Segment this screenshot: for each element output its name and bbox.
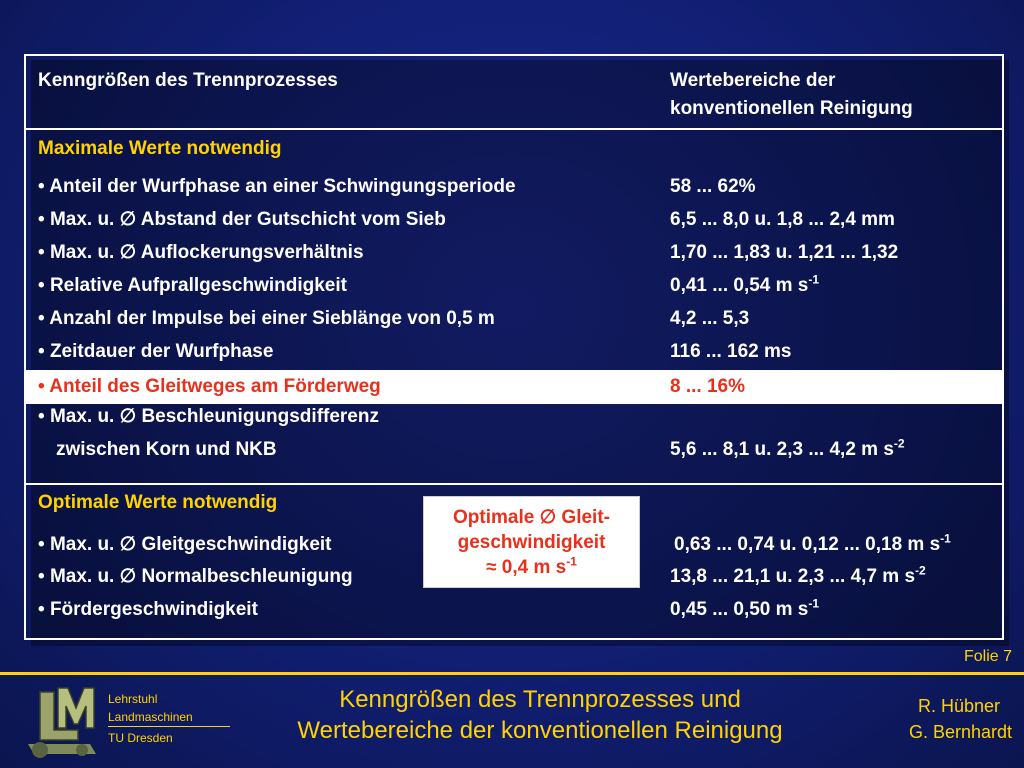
institution-line2: Landmaschinen: [108, 710, 193, 724]
table-row-param: • Max. u. ∅ Beschleunigungsdifferenz: [38, 406, 379, 427]
table-row-param: • Max. u. ∅ Gleitgeschwindigkeit: [38, 534, 332, 555]
divider: [26, 483, 1002, 485]
bullet-icon: •: [38, 406, 50, 427]
section-title-opt: Optimale Werte notwendig: [38, 492, 278, 513]
slide-title: [250, 684, 830, 746]
highlight-param: • Anteil des Gleitweges am Förderweg: [38, 376, 381, 397]
bullet-icon: •: [38, 176, 50, 197]
bullet-icon: •: [38, 209, 50, 230]
table-row-value: 0,63 ... 0,74 u. 0,12 ... 0,18 m $s^{-1}$: [674, 531, 951, 555]
slide-title-line2: Wertebereiche der konventionellen Reinigung: [297, 717, 783, 744]
slide-number: Folie 7: [963, 648, 1012, 665]
bullet-icon: •: [38, 341, 50, 362]
table-row-value: 1,70 ... 1,83 u. 1,21 ... 1,32: [670, 242, 899, 263]
bullet-icon: •: [38, 599, 50, 620]
header-value-line2: konventionellen Reinigung: [670, 98, 913, 119]
author-1: R. Hübner: [917, 696, 1000, 716]
divider: [26, 128, 1002, 130]
slide-title-line1: Kenngrößen des Trennprozesses und: [339, 686, 741, 713]
header-parameter: Kenngrößen des Trennprozesses: [38, 70, 338, 91]
section-title-max: Maximale Werte notwendig: [38, 138, 282, 159]
callout-line3: ≈ 0,4 m $s^{-1}$: [486, 554, 577, 578]
callout-line2: geschwindigkeit: [457, 532, 606, 553]
table-row-value: 13,8 ... 21,1 u. 2,3 ... 4,7 m $s^{-2}$: [670, 563, 926, 587]
table-row-param: • Relative Aufprallgeschwindigkeit: [38, 275, 347, 296]
table-row-param: • Fördergeschwindigkeit: [38, 599, 258, 620]
table-row-value: 0,41 ... 0,54 m $s^{-1}$: [670, 272, 820, 296]
highlight-row: [26, 370, 1002, 404]
table-row-value: 4,2 ... 5,3: [670, 308, 750, 329]
table-row-param: • Zeitdauer der Wurfphase: [38, 341, 274, 362]
author-2: G. Bernhardt: [908, 722, 1012, 742]
table-row-value: 6,5 ... 8,0 u. 1,8 ... 2,4 mm: [670, 209, 895, 230]
table-row-param: • Max. u. ∅ Abstand der Gutschicht vom Sieb: [38, 209, 446, 230]
footer-divider: [0, 672, 1024, 675]
bullet-icon: •: [38, 275, 50, 296]
table-row-param: • Max. u. ∅ Auflockerungsverhältnis: [38, 242, 364, 263]
bullet-icon: •: [38, 308, 50, 329]
callout-line1: Optimale ∅ Gleit-: [453, 507, 610, 528]
table-row-value: 58 ... 62%: [670, 176, 756, 197]
bullet-icon: •: [38, 534, 50, 555]
institution-line1: Lehrstuhl: [108, 692, 158, 706]
bullet-icon: •: [38, 376, 50, 397]
optimal-speed-callout: [423, 496, 640, 588]
table-row-param: • Max. u. ∅ Normalbeschleunigung: [38, 566, 353, 587]
table-row-value: 0,45 ... 0,50 m $s^{-1}$: [670, 596, 820, 620]
lm-logo-icon: [20, 684, 102, 760]
bullet-icon: •: [38, 242, 50, 263]
institution-line3: TU Dresden: [108, 731, 173, 745]
table-row-param: • Anteil der Wurfphase an einer Schwingungsperiode: [38, 176, 516, 197]
table-row-value: 116 ... 162 ms: [670, 341, 792, 362]
table-row-param: • Anzahl der Impulse bei einer Sieblänge von 0,5 m: [38, 308, 495, 329]
institution-underline: [108, 726, 230, 727]
table-row-value: 5,6 ... 8,1 u. 2,3 ... 4,2 m $s^{-2}$: [670, 436, 905, 460]
table-row-param-cont: zwischen Korn und NKB: [56, 439, 277, 460]
header-value-line1: Wertebereiche der: [670, 70, 836, 91]
highlight-value: 8 ... 16%: [670, 376, 745, 397]
bullet-icon: •: [38, 566, 50, 587]
